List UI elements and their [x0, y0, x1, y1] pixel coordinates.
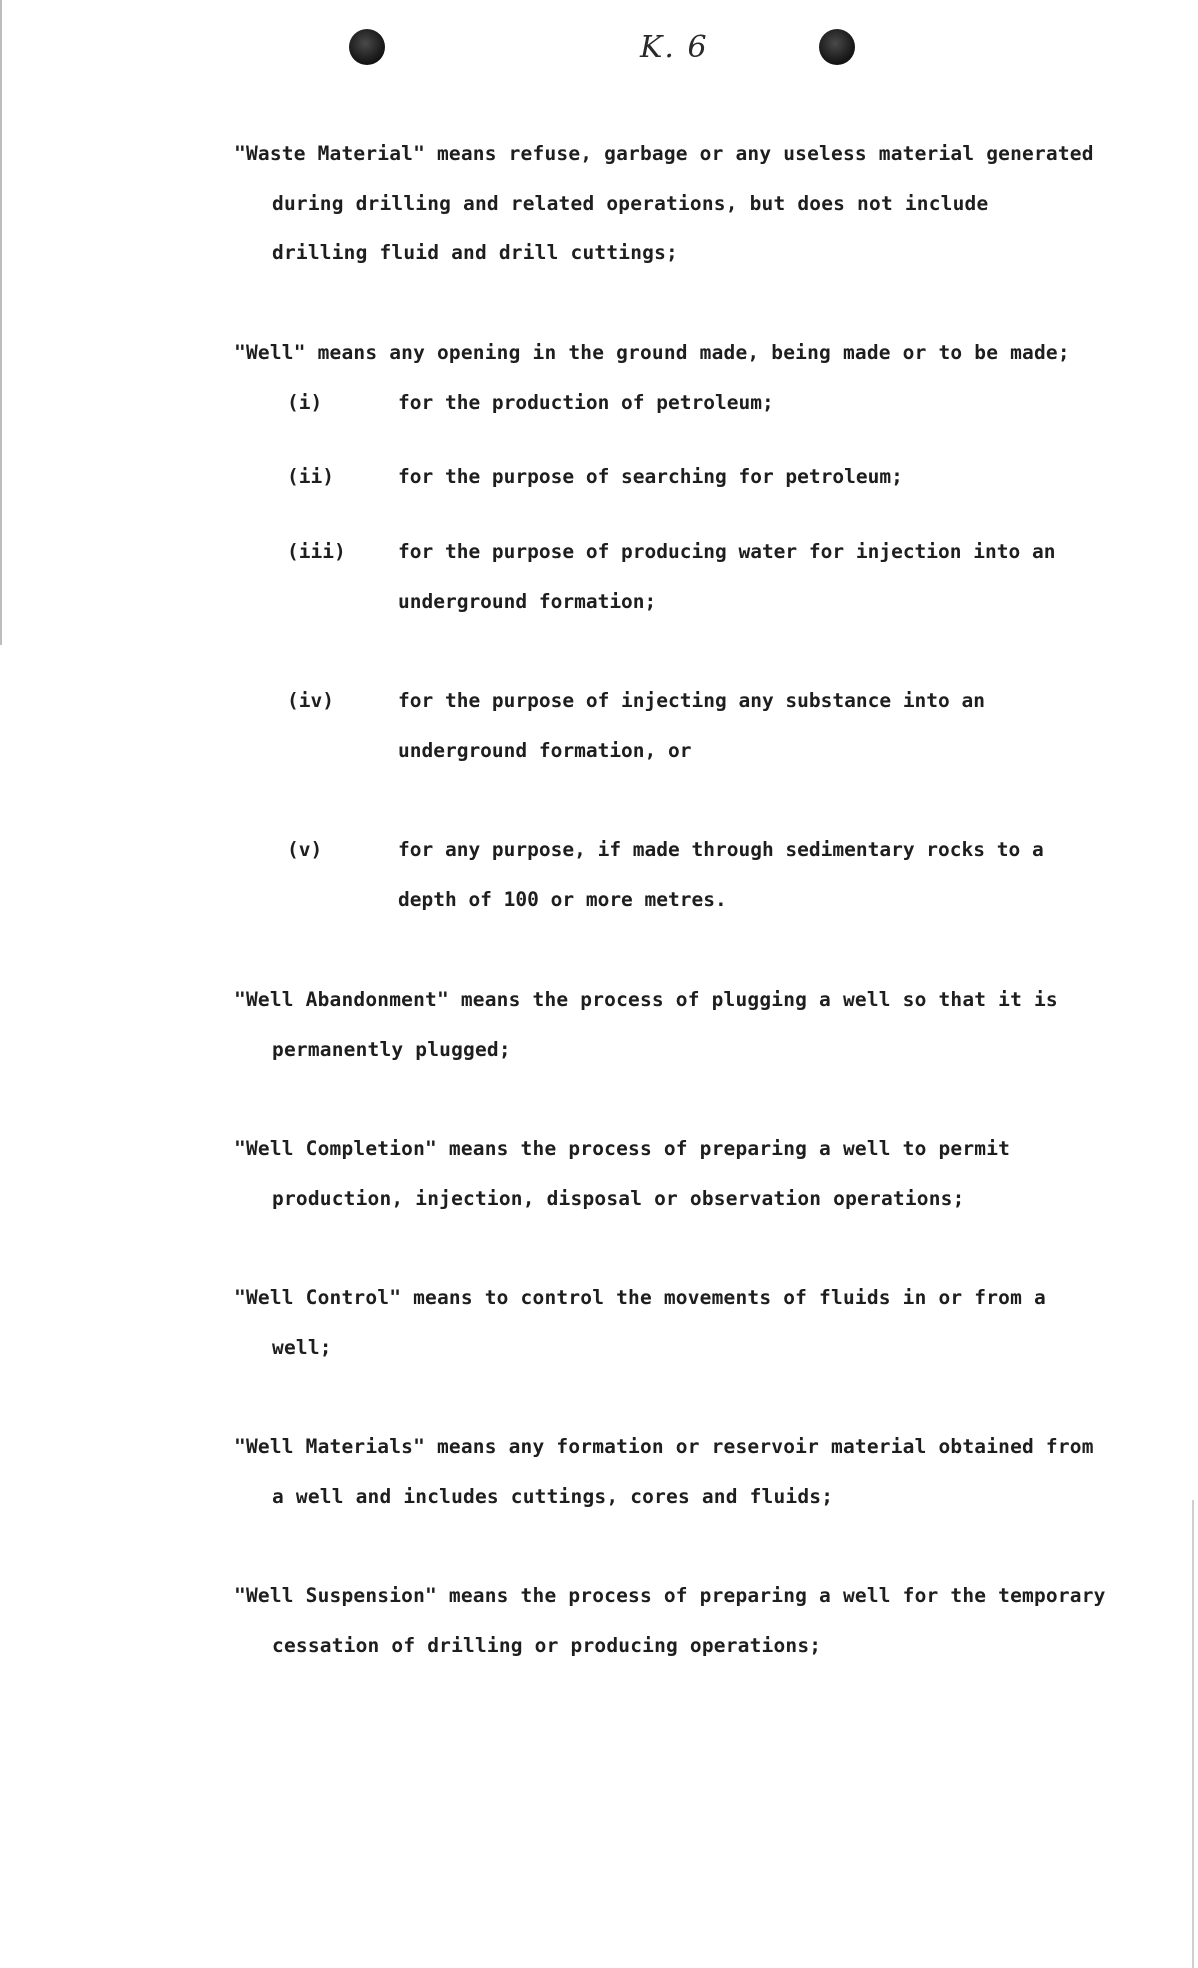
- definition-line: well;: [272, 1336, 332, 1359]
- handwritten-page-mark: K. 6: [640, 30, 709, 65]
- definition-line: "Well Suspension" means the process of preparing a well for the temporary: [234, 1584, 1106, 1607]
- list-item-continuation: underground formation;: [398, 590, 657, 613]
- scan-edge-right: [1192, 1500, 1194, 1968]
- definition-line: "Well Abandonment" means the process of plugging a well so that it is: [234, 988, 1058, 1011]
- definition-line: "Well Control" means to control the movements of fluids in or from a: [234, 1286, 1046, 1309]
- list-marker: (iv): [287, 689, 334, 712]
- list-item-continuation: underground formation, or: [398, 739, 692, 762]
- list-marker: (ii): [287, 465, 334, 488]
- definition-line: permanently plugged;: [272, 1038, 511, 1061]
- list-marker: (iii): [287, 540, 346, 563]
- definition-line: drilling fluid and drill cuttings;: [272, 241, 678, 264]
- definition-line: production, injection, disposal or observation operations;: [272, 1187, 965, 1210]
- definition-line: "Waste Material" means refuse, garbage or any useless material generated: [234, 142, 1094, 165]
- definition-line: cessation of drilling or producing operations;: [272, 1634, 822, 1657]
- list-item: for the purpose of injecting any substance into an: [398, 689, 985, 712]
- definition-line: "Well Completion" means the process of preparing a well to permit: [234, 1137, 1011, 1160]
- definition-line: "Well Materials" means any formation or reservoir material obtained from: [234, 1435, 1094, 1458]
- list-item-continuation: depth of 100 or more metres.: [398, 888, 727, 911]
- definition-line: "Well" means any opening in the ground made, being made or to be made;: [234, 341, 1070, 364]
- list-marker: (v): [287, 838, 323, 861]
- scan-edge-left: [0, 0, 2, 645]
- list-item: for any purpose, if made through sedimentary rocks to a: [398, 838, 1044, 861]
- list-item: for the production of petroleum;: [398, 391, 774, 414]
- list-item: for the purpose of producing water for injection into an: [398, 540, 1056, 563]
- definition-line: a well and includes cuttings, cores and fluids;: [272, 1485, 834, 1508]
- list-item: for the purpose of searching for petroleum;: [398, 465, 903, 488]
- definition-line: during drilling and related operations, but does not include: [272, 192, 989, 215]
- punch-hole-left: [349, 29, 385, 65]
- punch-hole-right: [819, 29, 855, 65]
- list-marker: (i): [287, 391, 323, 414]
